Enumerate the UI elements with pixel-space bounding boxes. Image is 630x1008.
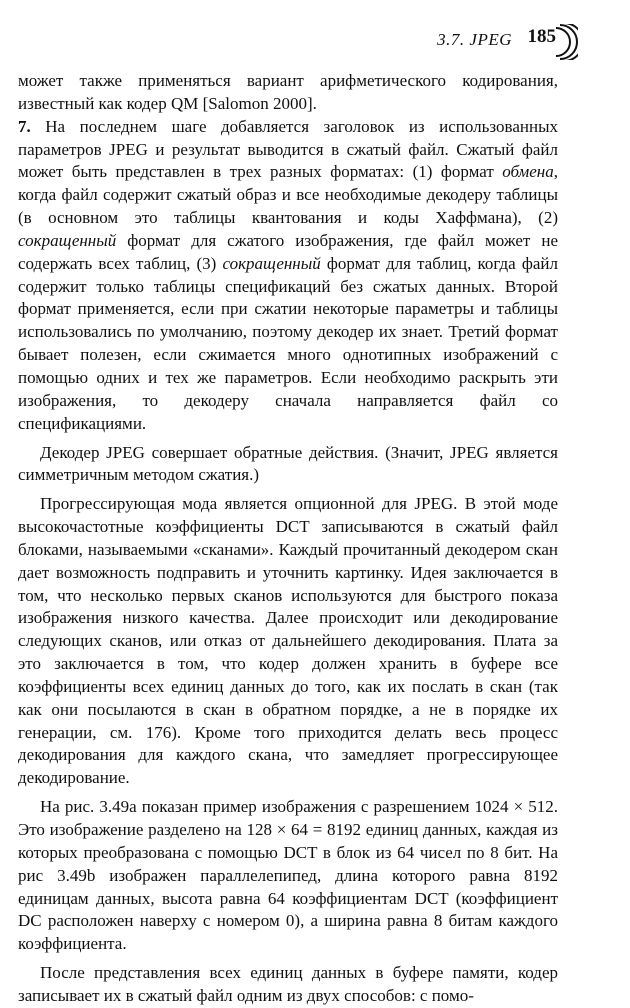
paragraph-buffer: После представления всех единиц данных в буфере памяти, кодер записывает их в сжатый файл одним из двух способов: с помо- bbox=[18, 963, 558, 1005]
paragraph-continuation: может также применяться вариант арифметического кодирования, известный как кодер QM [Salomon 2000]. bbox=[18, 71, 558, 113]
running-head: 3.7. JPEG bbox=[437, 30, 512, 49]
paragraph-progressive: Прогрессирующая мода является опционной для JPEG. В этой моде высокочастотные коэффициенты DCT записываются в сжатый файл блоками, называемыми «сканами». Каждый прочитанный декодером скан дает возможность подправить и уточнить картинку. Идея заключается в том, что несколько первых сканов используются для быстрого показа изображения низкого качества. Далее происходит или декодирование следующих сканов, или отказ от дальнейшего декодирования. Плата за это заключается в том, что кодер должен хранить в буфере все коэффициенты всех единиц данных до того, как их послать в скан (так как они посылаются в скан в обратном порядке, а не в порядке их генерации, см. 176). Кроме того приходится делать весь процесс декодирования для каждого скана, что замедляет прогрессирующее декодирование. bbox=[18, 494, 558, 788]
term-exchange: обмена bbox=[502, 162, 554, 182]
page-number: 185 bbox=[527, 26, 556, 47]
page-number-arcs-icon bbox=[552, 24, 578, 60]
term-abbreviated-2: сокращенный bbox=[222, 253, 321, 273]
body-text bbox=[18, 70, 558, 1008]
step-number: 7. bbox=[18, 116, 31, 136]
paragraph-figure-349: На рис. 3.49a показан пример изображения с разрешением 1024 × 512. Это изображение разделено на 128 × 64 = 8192 единиц данных, каждая из которых преобразована с помощью DCT в блок из 64 чисел по 8 бит. На рис 3.49b изображен параллелепипед, длина которого равна 8192 единицам данных, высота равна 64 коэффициентам DCT (коэффициент DC расположен наверху с номером 0), а ширина равна 8 битам каждого коэффициента. bbox=[18, 797, 558, 954]
term-abbreviated-1: сокращенный bbox=[18, 230, 117, 250]
paragraph-step-7: 7. На последнем шаге добавляется заголовок из использованных параметров JPEG и результат выводится в сжатый файл. Сжатый файл может быть представлен в трех разных форматах: (1) формат обмена, когда файл содержит сжатый образ и все необходимые декодеру таблицы (в основном это таблицы квантования и коды Хаффмана), (2) сокращенный формат для сжатого изображения, где файл может не содержать всех таблиц, (3) сокращенный формат для таблиц, когда файл содержит только таблицы спецификаций без сжатых данных. Второй формат применяется, если при сжатии некоторые параметры и таблицы использовались по умолчанию, поэтому декодер их знает. Третий формат бывает полезен, если сжимается много однотипных изображений с помощью одних и тех же параметров. Если необходимо раскрыть эти изображения, то декодеру сначала направляется файл со спецификациями. bbox=[18, 116, 558, 433]
paragraph-decoder: Декодер JPEG совершает обратные действия. (Значит, JPEG является симметричным методом сжатия.) bbox=[18, 442, 558, 485]
page-header bbox=[0, 24, 630, 64]
